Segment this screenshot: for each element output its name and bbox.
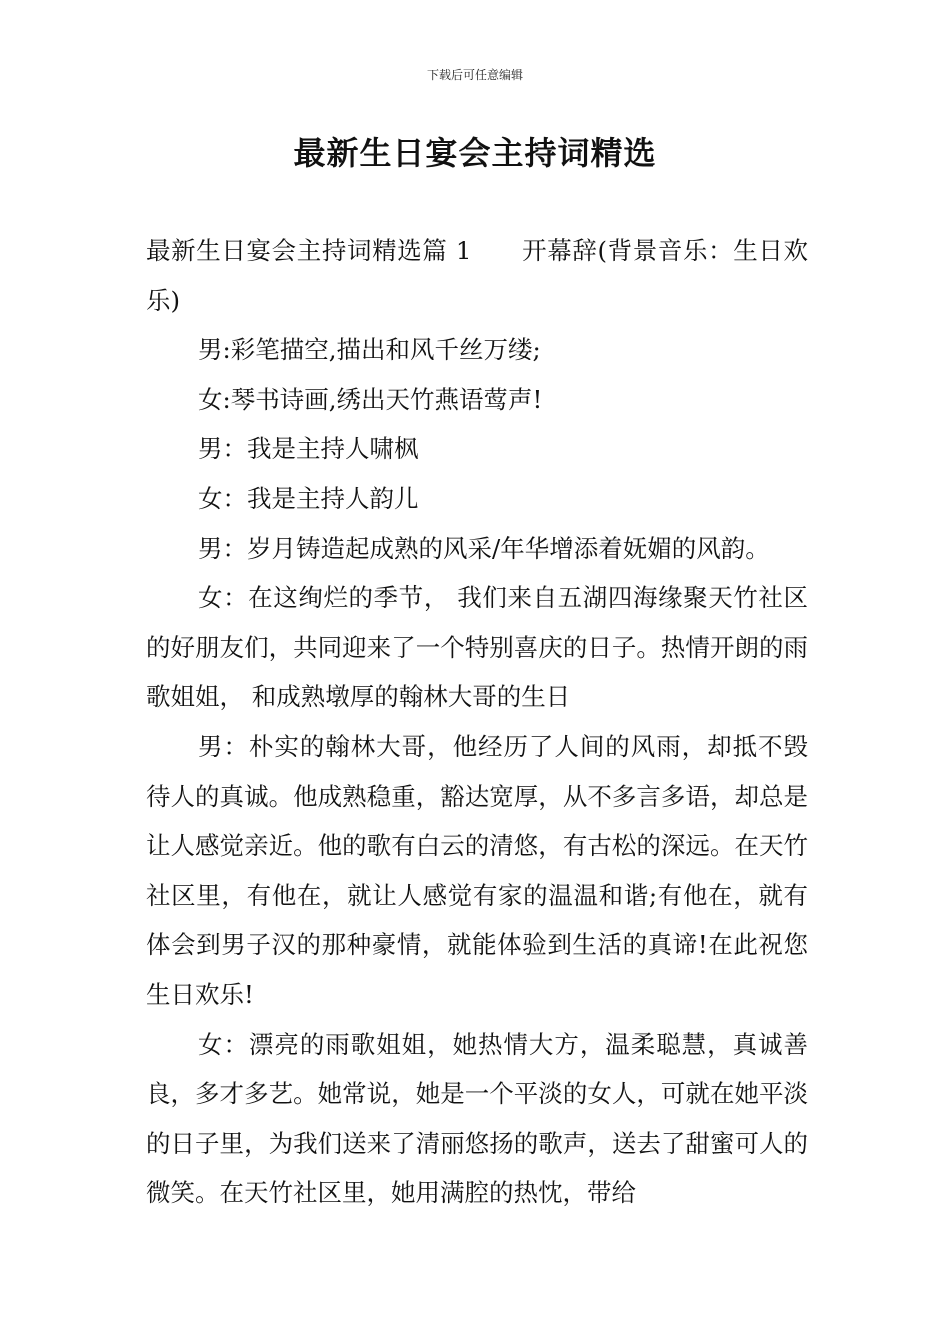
document-title: 最新生日宴会主持词精选: [293, 134, 657, 172]
document-body: [146, 226, 808, 1218]
intro-heading: 最新生日宴会主持词精选篇 1: [146, 236, 472, 265]
intro-paragraph: [146, 226, 808, 325]
dialogue-paragraph: 男：岁月铸造起成熟的风采/年华增添着妩媚的风韵。: [198, 533, 770, 563]
dialogue-paragraph: 男:彩笔描空,描出和风千丝万缕;: [198, 335, 541, 365]
header-note: 下载后可任意编辑: [426, 68, 523, 82]
dialogue-paragraph: 女：在这绚烂的季节， 我们来自五湖四海缘聚天竹社区的好朋友们，共同迎来了一个特别喜庆的日子。热情开朗的雨歌姐姐， 和成熟墩厚的翰林大哥的生日: [146, 583, 808, 712]
dialogue-paragraph: 男：朴实的翰林大哥，他经历了人间的风雨，却抵不毁待人的真诚。他成熟稳重，豁达宽厚，从不多言多语，却总是让人感觉亲近。他的歌有白云的清悠，有古松的深远。在天竹社区里，有他在，就让人感觉有家的温温和谐;有他在，就有体会到男子汉的那种豪情，就能体验到生活的真谛!在此祝您生日欢乐!: [146, 731, 808, 1009]
intro-opening: 开幕辞(背景音乐：生日欢乐): [146, 236, 808, 315]
dialogue-paragraph: 男：我是主持人啸枫: [198, 434, 419, 464]
dialogue-paragraph: 女：漂亮的雨歌姐姐，她热情大方，温柔聪慧，真诚善良，多才多艺。她常说，她是一个平淡的女人，可就在她平淡的日子里，为我们送来了清丽悠扬的歌声，送去了甜蜜可人的微笑。在天竹社区里，她用满腔的热忱，带给: [146, 1029, 808, 1208]
dialogue-paragraph: 女:琴书诗画,绣出天竹燕语莺声!: [198, 384, 543, 414]
dialogue-paragraph: 女：我是主持人韵儿: [198, 483, 419, 513]
